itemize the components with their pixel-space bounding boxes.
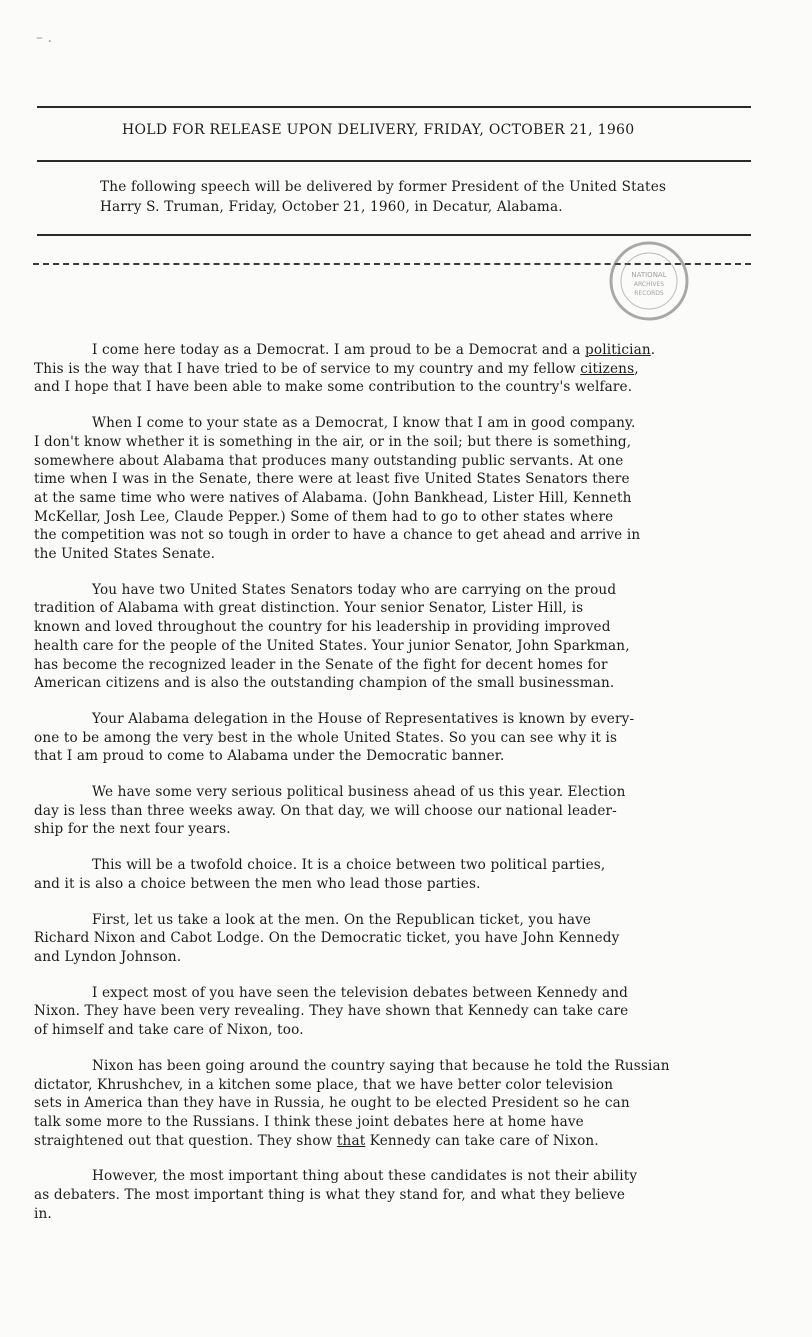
speech-line: ship for the next four years. bbox=[34, 821, 231, 838]
speech-line: American citizens and is also the outstanding champion of the small businessman. bbox=[34, 675, 615, 692]
archives-stamp bbox=[608, 240, 690, 322]
speech-line: the competition was not so tough in order to have a chance to get ahead and arrive in bbox=[34, 527, 641, 544]
speech-line: When I come to your state as a Democrat, I know that I am in good company. bbox=[92, 415, 636, 432]
stamp-text-line: NATIONAL bbox=[631, 271, 667, 279]
speech-line: Nixon. They have been very revealing. They have shown that Kennedy can take care bbox=[34, 1003, 629, 1020]
speech-line: in. bbox=[34, 1205, 52, 1222]
speech-line: of himself and take care of Nixon, too. bbox=[34, 1022, 304, 1039]
speech-line: the United States Senate. bbox=[34, 546, 216, 563]
speech-line: health care for the people of the United States. Your junior Senator, John Sparkman, bbox=[34, 637, 630, 654]
speech-paragraph bbox=[34, 783, 774, 839]
speech-line: time when I was in the Senate, there were at least five United States Senators there bbox=[34, 471, 630, 488]
intro-note bbox=[100, 177, 760, 217]
speech-line: I don't know whether it is something in the air, or in the soil; but there is something, bbox=[34, 433, 632, 450]
speech-line: I come here today as a Democrat. I am proud to be a Democrat and a politician. bbox=[92, 342, 656, 358]
speech-paragraph bbox=[34, 581, 774, 693]
top-rule bbox=[37, 106, 751, 108]
speech-line: This will be a twofold choice. It is a choice between two political parties, bbox=[92, 857, 606, 874]
intro-rule bbox=[37, 234, 751, 236]
speech-paragraph bbox=[34, 984, 774, 1040]
speech-line: known and loved throughout the country for his leadership in providing improved bbox=[34, 619, 611, 636]
speech-body bbox=[34, 341, 774, 1240]
speech-line: talk some more to the Russians. I think these joint debates here at home have bbox=[34, 1113, 584, 1130]
speech-paragraph bbox=[34, 856, 774, 893]
speech-line: somewhere about Alabama that produces many outstanding public servants. At one bbox=[34, 452, 624, 469]
speech-line: and I hope that I have been able to make some contribution to the country's welfare. bbox=[34, 379, 633, 396]
speech-line: Your Alabama delegation in the House of Representatives is known by every- bbox=[92, 710, 635, 727]
speech-line: straightened out that question. They show that Kennedy can take care of Nixon. bbox=[34, 1132, 599, 1149]
speech-line: First, let us take a look at the men. On the Republican ticket, you have bbox=[92, 911, 592, 928]
speech-line: Nixon has been going around the country saying that because he told the Russian bbox=[92, 1057, 670, 1074]
speech-line: This is the way that I have tried to be of service to my country and my fellow citizens, bbox=[34, 360, 639, 377]
speech-line: dictator, Khrushchev, in a kitchen some place, that we have better color television bbox=[34, 1076, 614, 1093]
speech-line: McKellar, Josh Lee, Claude Pepper.) Some of them had to go to other states where bbox=[34, 508, 614, 525]
speech-line: day is less than three weeks away. On that day, we will choose our national leader- bbox=[34, 802, 617, 819]
speech-line: Richard Nixon and Cabot Lodge. On the Democratic ticket, you have John Kennedy bbox=[34, 930, 620, 947]
intro-line: The following speech will be delivered by former President of the United States bbox=[100, 179, 667, 195]
speech-paragraph bbox=[34, 911, 774, 967]
speech-paragraph bbox=[34, 414, 774, 564]
release-notice: HOLD FOR RELEASE UPON DELIVERY, FRIDAY, OCTOBER 21, 1960 bbox=[122, 122, 635, 138]
speech-line: sets in America than they have in Russia, he ought to be elected President so he can bbox=[34, 1095, 630, 1112]
speech-line: and Lyndon Johnson. bbox=[34, 948, 182, 965]
speech-line: However, the most important thing about these candidates is not their ability bbox=[92, 1168, 638, 1185]
stamp-text-line: RECORDS bbox=[634, 290, 664, 297]
speech-paragraph bbox=[34, 1057, 774, 1151]
stamp-text-line: ARCHIVES bbox=[633, 281, 665, 288]
speech-line: and it is also a choice between the men who lead those parties. bbox=[34, 875, 481, 892]
speech-paragraph bbox=[34, 1167, 774, 1223]
speech-line: I expect most of you have seen the television debates between Kennedy and bbox=[92, 984, 628, 1001]
speech-line: one to be among the very best in the whole United States. So you can see why it is bbox=[34, 729, 618, 746]
speech-paragraph bbox=[34, 341, 774, 397]
speech-paragraph bbox=[34, 710, 774, 766]
speech-line: that I am proud to come to Alabama under the Democratic banner. bbox=[34, 748, 505, 765]
speech-line: You have two United States Senators today who are carrying on the proud bbox=[92, 581, 617, 598]
speech-line: as debaters. The most important thing is what they stand for, and what they believe bbox=[34, 1187, 626, 1204]
intro-line: Harry S. Truman, Friday, October 21, 1960, in Decatur, Alabama. bbox=[100, 199, 563, 215]
speech-line: tradition of Alabama with great distinction. Your senior Senator, Lister Hill, is bbox=[34, 600, 584, 617]
speech-line: has become the recognized leader in the Senate of the fight for decent homes for bbox=[34, 656, 608, 673]
speech-line: at the same time who were natives of Alabama. (John Bankhead, Lister Hill, Kenneth bbox=[34, 489, 632, 506]
speech-line: We have some very serious political business ahead of us this year. Election bbox=[92, 784, 626, 801]
corner-mark: – . bbox=[36, 30, 52, 46]
release-rule bbox=[37, 160, 751, 162]
